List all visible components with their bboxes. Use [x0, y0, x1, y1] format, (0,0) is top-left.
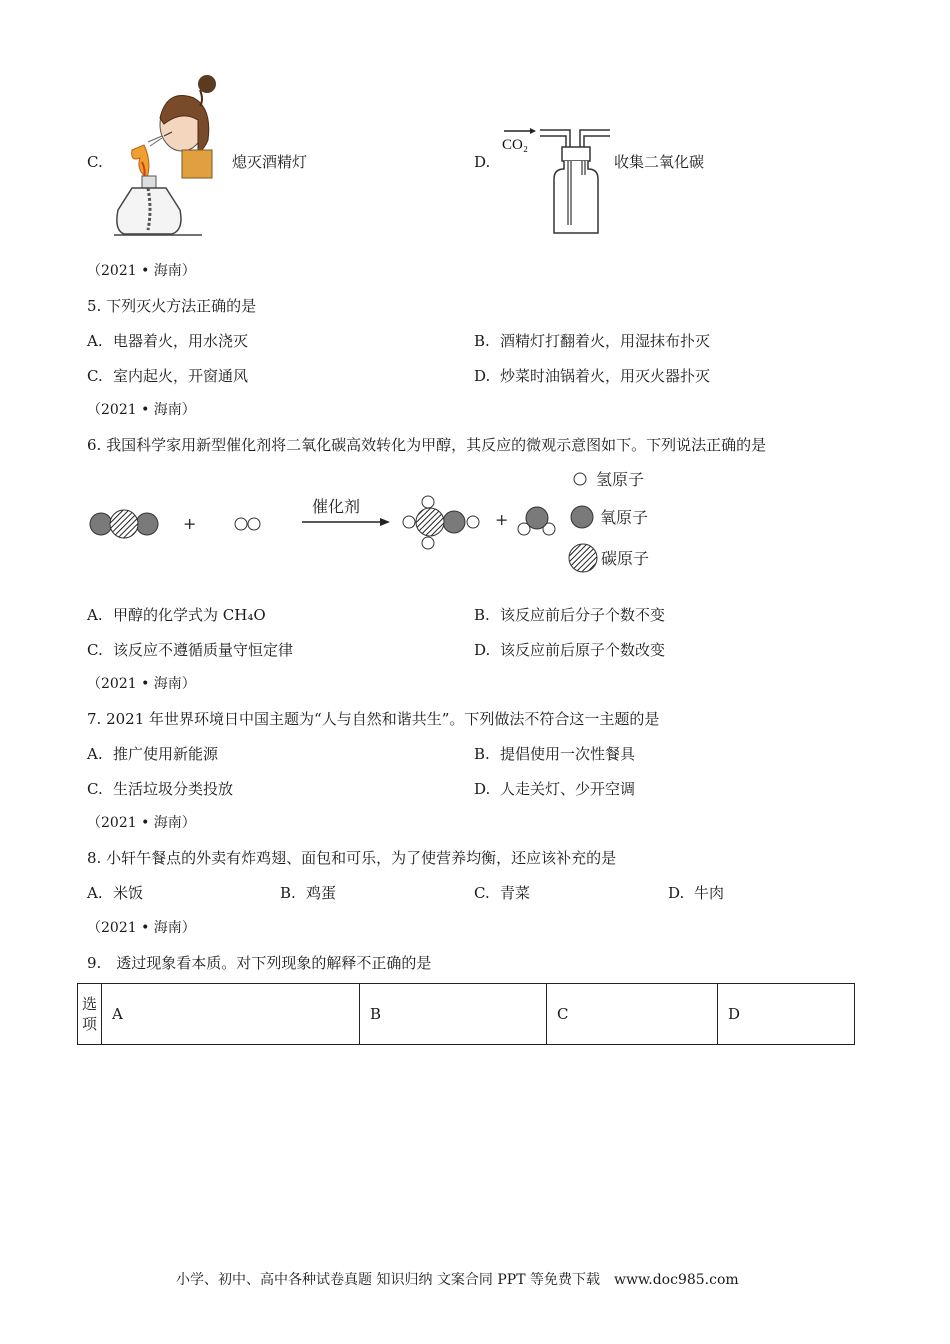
q6-option-a: A. 甲醇的化学式为 CH₄O — [87, 606, 266, 624]
h2-molecule — [235, 518, 260, 530]
table-cell-c: C — [547, 984, 718, 1045]
alcohol-lamp-blowing-image — [112, 70, 222, 240]
q9-stem: 9. 透过现象看本质。对下列现象的解释不正确的是 — [87, 954, 432, 972]
q7-stem: 7. 2021 年世界环境日中国主题为“人与自然和谐共生”。下列做法不符合这一主题的是 — [87, 710, 660, 728]
q7-option-b: B. 提倡使用一次性餐具 — [474, 745, 636, 763]
q6-source: （2021 • 海南） — [87, 402, 196, 418]
q4-option-d-text: 收集二氧化碳 — [614, 153, 705, 171]
q6-option-c: C. 该反应不遵循质量守恒定律 — [87, 641, 294, 659]
q8-option-a: A. 米饭 — [87, 884, 144, 902]
gas-collection-bottle-image — [500, 125, 615, 240]
table-cell-d: D — [718, 984, 855, 1045]
q8-stem: 8. 小轩午餐点的外卖有炸鸡翅、面包和可乐，为了使营养均衡，还应该补充的是 — [87, 849, 617, 867]
q8-option-c: C. 青菜 — [474, 884, 531, 902]
q4-option-c-text: 熄灭酒精灯 — [232, 153, 308, 171]
q5-option-c: C. 室内起火，开窗通风 — [87, 367, 249, 385]
co2-label: CO₂ — [502, 137, 529, 153]
reaction-micro-diagram — [80, 462, 680, 582]
co2-molecule — [90, 510, 158, 538]
q8-source: （2021 • 海南） — [87, 815, 196, 831]
q8-option-b: B. 鸡蛋 — [280, 884, 337, 902]
q5-option-a: A. 电器着火，用水浇灭 — [87, 332, 249, 350]
catalyst-label: 催化剂 — [312, 497, 361, 516]
table-cell-b: B — [360, 984, 547, 1045]
plus-sign-1: + — [183, 514, 197, 533]
q7-option-d: D. 人走关灯、少开空调 — [474, 780, 636, 798]
q7-option-c: C. 生活垃圾分类投放 — [87, 780, 234, 798]
q4-option-d-letter: D. — [474, 153, 491, 171]
legend-carbon: 碳原子 — [601, 549, 650, 568]
q7-option-a: A. 推广使用新能源 — [87, 745, 219, 763]
q5-source: （2021 • 海南） — [87, 263, 196, 279]
table-cell-a: A — [102, 984, 360, 1045]
legend-hydrogen: 氢原子 — [596, 470, 645, 489]
q6-option-d: D. 该反应前后原子个数改变 — [474, 641, 666, 659]
q9-source: （2021 • 海南） — [87, 920, 196, 936]
legend — [569, 470, 649, 572]
page-footer: 小学、初中、高中各种试卷真题 知识归纳 文案合同 PPT 等免费下载 www.doc985.com — [176, 1272, 739, 1288]
table-header-cell: 选 项 — [78, 984, 102, 1045]
q7-source: （2021 • 海南） — [87, 676, 196, 692]
q5-stem: 5. 下列灭火方法正确的是 — [87, 297, 257, 315]
water-molecule — [518, 507, 555, 535]
methanol-molecule — [403, 496, 479, 549]
table-row — [78, 984, 855, 1045]
q5-option-d: D. 炒菜时油锅着火，用灭火器扑灭 — [474, 367, 711, 385]
q8-option-d: D. 牛肉 — [668, 884, 725, 902]
q9-options-table — [77, 983, 855, 1045]
plus-sign-2: + — [495, 510, 509, 529]
q6-stem: 6. 我国科学家用新型催化剂将二氧化碳高效转化为甲醇，其反应的微观示意图如下。下列说法正确的是 — [87, 436, 767, 454]
q5-option-b: B. 酒精灯打翻着火，用湿抹布扑灭 — [474, 332, 711, 350]
q6-option-b: B. 该反应前后分子个数不变 — [474, 606, 666, 624]
q4-option-c-letter: C. — [87, 153, 103, 171]
legend-oxygen: 氧原子 — [600, 508, 649, 527]
